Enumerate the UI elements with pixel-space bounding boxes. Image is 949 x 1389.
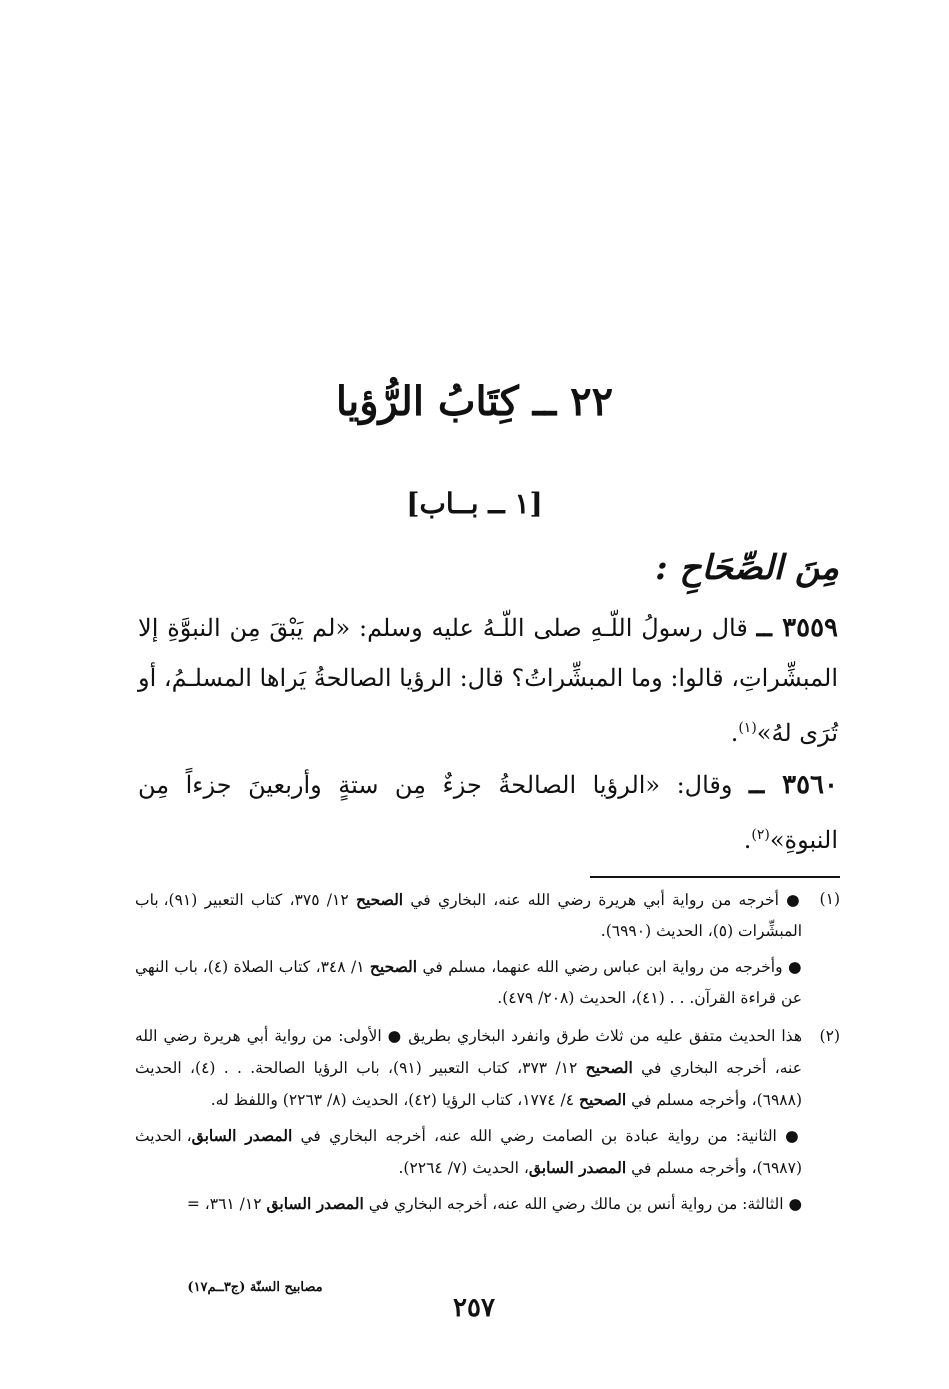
- footnote-text: ، الحديث (٦٩٨٧)، وأخرجه مسلم في: [135, 1127, 802, 1177]
- footnote-paragraph: [135, 1120, 802, 1184]
- chapter-title: ٢٢ ــ كِتَابُ الرُّؤيا: [335, 378, 614, 425]
- hadith-end: .: [730, 719, 739, 747]
- footer-source: مصابيح السنّة (ج٣ــم١٧): [187, 1280, 323, 1295]
- footnote-ref[interactable]: (١): [738, 720, 757, 736]
- footnote-text: ١٢/ ٣٧٣، كتاب التعبير (٩١)، باب الرؤيا الصالحة. . . (٤)، الحديث (٦٩٨٨)، وأخرجه مسلم في: [135, 1059, 802, 1109]
- footnote-body: [135, 884, 802, 1014]
- footnote-divider: [590, 876, 840, 878]
- footnote-paragraph: [135, 951, 802, 1014]
- page-number: ٢٥٧: [453, 1293, 495, 1323]
- footnote-text: هذا الحديث متفق عليه من ثلاث طرق وانفرد البخاري بطريق ● الأولى: من رواية أبي هريرة رضي الله عنه، أخرجه البخاري في: [135, 1027, 802, 1077]
- footnote-text: ● أخرجه من رواية أبي هريرة رضي الله عنه، البخاري في: [403, 891, 802, 909]
- footnote-text: ● الثانية: من رواية عبادة بن الصامت رضي الله عنه، أخرجه البخاري في: [292, 1127, 802, 1145]
- footnote-text: ٤/ ١٧٧٤، كتاب الرؤيا (٤٢)، الحديث (٨/ ٢٢٦٣) واللفظ له.: [210, 1091, 579, 1109]
- source-name: الصحيح: [578, 1090, 627, 1109]
- source-name: الصحيح: [355, 890, 404, 909]
- footnote-2: [135, 1021, 840, 1224]
- footnote-text: ١/ ٣٤٨، كتاب الصلاة (٤)، باب النهي عن قراءة القرآن. . . (٤١)، الحديث (٢٠٨/ ٤٧٩).: [135, 958, 802, 1007]
- source-name: المصدر السابق: [266, 1194, 364, 1213]
- footnote-paragraph: [135, 1021, 802, 1116]
- hadith-text: قال رسولُ اللّـهِ صلى اللّـهُ عليه وسلم: «لم يَبْقَ مِن النبوَّةِ إلا المبشِّراتِ، قالوا: وما المبشِّراتُ؟ قال: الرؤيا الصالحةُ يَراها المسلـمُ، أو تُرَى لهُ»: [138, 614, 838, 747]
- footnote-paragraph: [135, 884, 802, 947]
- footnote-text: ١٢/ ٣٧٥، كتاب التعبير (٩١)، باب المبشِّرات (٥)، الحديث (٦٩٩٠).: [135, 891, 802, 940]
- footnote-body: [135, 1021, 802, 1220]
- source-name: الصحيح: [369, 957, 418, 976]
- hadith-3559: [138, 603, 838, 758]
- footnote-paragraph: [135, 1188, 802, 1220]
- hadith-text: وقال: «الرؤيا الصالحةُ جزءٌ مِن ستةٍ وأربعينَ جزءاً مِن النبوةِ»: [138, 771, 838, 854]
- footnote-marker: (١): [819, 890, 840, 908]
- footnote-text: ● وأخرجه من رواية ابن عباس رضي الله عنهما، مسلم في: [417, 958, 802, 976]
- section-title: [١ ــ بــاب]: [406, 487, 543, 520]
- source-name: الصحيح: [585, 1058, 633, 1077]
- hadith-3560: [138, 760, 838, 865]
- hadith-number: ٣٥٦٠ ــ: [748, 770, 838, 800]
- footnote-1: [135, 884, 840, 1018]
- source-name: المصدر السابق: [191, 1126, 293, 1145]
- footnote-text: ، الحديث (٧/ ٢٢٦٤).: [398, 1159, 529, 1177]
- footnote-ref[interactable]: (٢): [751, 827, 770, 843]
- hadith-number: ٣٥٥٩ ــ: [756, 613, 838, 643]
- sahih-heading: مِنَ الصِّحَاحِ :: [655, 548, 839, 588]
- footnote-marker: (٢): [819, 1027, 840, 1045]
- footnote-text: ● الثالثة: من رواية أنس بن مالك رضي الله عنه، أخرجه البخاري في: [363, 1195, 802, 1213]
- hadith-end: .: [743, 826, 752, 854]
- footnote-text: ١٢/ ٣٦١، =: [186, 1195, 267, 1213]
- source-name: المصدر السابق: [528, 1158, 627, 1177]
